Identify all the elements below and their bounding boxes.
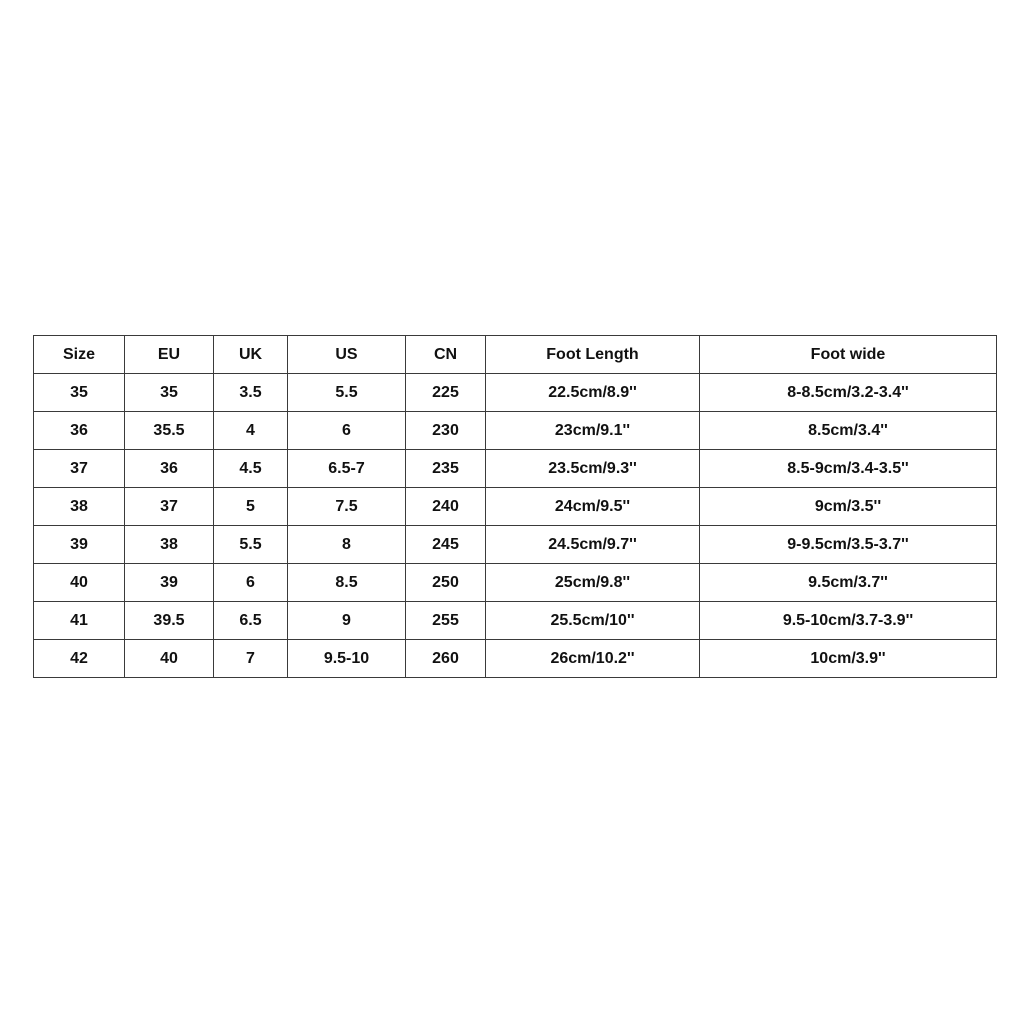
cell-us: 5.5 xyxy=(288,374,406,412)
cell-foot-length: 23.5cm/9.3'' xyxy=(486,450,700,488)
cell-eu: 37 xyxy=(125,488,214,526)
cell-uk: 6.5 xyxy=(214,602,288,640)
cell-foot-length: 25.5cm/10'' xyxy=(486,602,700,640)
table-row xyxy=(34,526,997,564)
cell-foot-wide: 9-9.5cm/3.5-3.7'' xyxy=(700,526,997,564)
cell-uk: 7 xyxy=(214,640,288,678)
cell-size: 37 xyxy=(34,450,125,488)
table-row xyxy=(34,450,997,488)
cell-cn: 235 xyxy=(406,450,486,488)
cell-eu: 36 xyxy=(125,450,214,488)
cell-us: 8 xyxy=(288,526,406,564)
cell-foot-wide: 9.5cm/3.7'' xyxy=(700,564,997,602)
cell-foot-wide: 8.5cm/3.4'' xyxy=(700,412,997,450)
cell-cn: 255 xyxy=(406,602,486,640)
size-chart-table xyxy=(33,335,997,678)
cell-uk: 3.5 xyxy=(214,374,288,412)
header-row xyxy=(34,336,997,374)
cell-cn: 225 xyxy=(406,374,486,412)
header-size: Size xyxy=(34,336,125,374)
cell-size: 36 xyxy=(34,412,125,450)
table-row xyxy=(34,602,997,640)
cell-foot-wide: 9cm/3.5'' xyxy=(700,488,997,526)
cell-eu: 40 xyxy=(125,640,214,678)
table-row xyxy=(34,564,997,602)
cell-uk: 4 xyxy=(214,412,288,450)
cell-us: 9 xyxy=(288,602,406,640)
header-uk: UK xyxy=(214,336,288,374)
cell-us: 9.5-10 xyxy=(288,640,406,678)
cell-foot-wide: 10cm/3.9'' xyxy=(700,640,997,678)
table-row xyxy=(34,640,997,678)
cell-foot-length: 26cm/10.2'' xyxy=(486,640,700,678)
table-row xyxy=(34,488,997,526)
cell-eu: 39 xyxy=(125,564,214,602)
cell-size: 41 xyxy=(34,602,125,640)
cell-size: 35 xyxy=(34,374,125,412)
cell-uk: 6 xyxy=(214,564,288,602)
cell-uk: 4.5 xyxy=(214,450,288,488)
cell-foot-length: 24cm/9.5'' xyxy=(486,488,700,526)
header-cn: CN xyxy=(406,336,486,374)
cell-size: 42 xyxy=(34,640,125,678)
cell-eu: 35.5 xyxy=(125,412,214,450)
cell-eu: 39.5 xyxy=(125,602,214,640)
cell-us: 6 xyxy=(288,412,406,450)
cell-foot-length: 22.5cm/8.9'' xyxy=(486,374,700,412)
cell-cn: 245 xyxy=(406,526,486,564)
table-row xyxy=(34,412,997,450)
header-foot-length: Foot Length xyxy=(486,336,700,374)
cell-foot-length: 25cm/9.8'' xyxy=(486,564,700,602)
cell-uk: 5.5 xyxy=(214,526,288,564)
table-row xyxy=(34,374,997,412)
header-eu: EU xyxy=(125,336,214,374)
cell-eu: 35 xyxy=(125,374,214,412)
header-foot-wide: Foot wide xyxy=(700,336,997,374)
cell-uk: 5 xyxy=(214,488,288,526)
cell-eu: 38 xyxy=(125,526,214,564)
cell-foot-wide: 8-8.5cm/3.2-3.4'' xyxy=(700,374,997,412)
cell-size: 40 xyxy=(34,564,125,602)
header-us: US xyxy=(288,336,406,374)
cell-foot-wide: 8.5-9cm/3.4-3.5'' xyxy=(700,450,997,488)
cell-foot-length: 24.5cm/9.7'' xyxy=(486,526,700,564)
cell-foot-length: 23cm/9.1'' xyxy=(486,412,700,450)
cell-cn: 250 xyxy=(406,564,486,602)
cell-us: 7.5 xyxy=(288,488,406,526)
cell-us: 6.5-7 xyxy=(288,450,406,488)
cell-size: 39 xyxy=(34,526,125,564)
cell-cn: 230 xyxy=(406,412,486,450)
cell-size: 38 xyxy=(34,488,125,526)
cell-cn: 240 xyxy=(406,488,486,526)
cell-us: 8.5 xyxy=(288,564,406,602)
cell-cn: 260 xyxy=(406,640,486,678)
cell-foot-wide: 9.5-10cm/3.7-3.9'' xyxy=(700,602,997,640)
